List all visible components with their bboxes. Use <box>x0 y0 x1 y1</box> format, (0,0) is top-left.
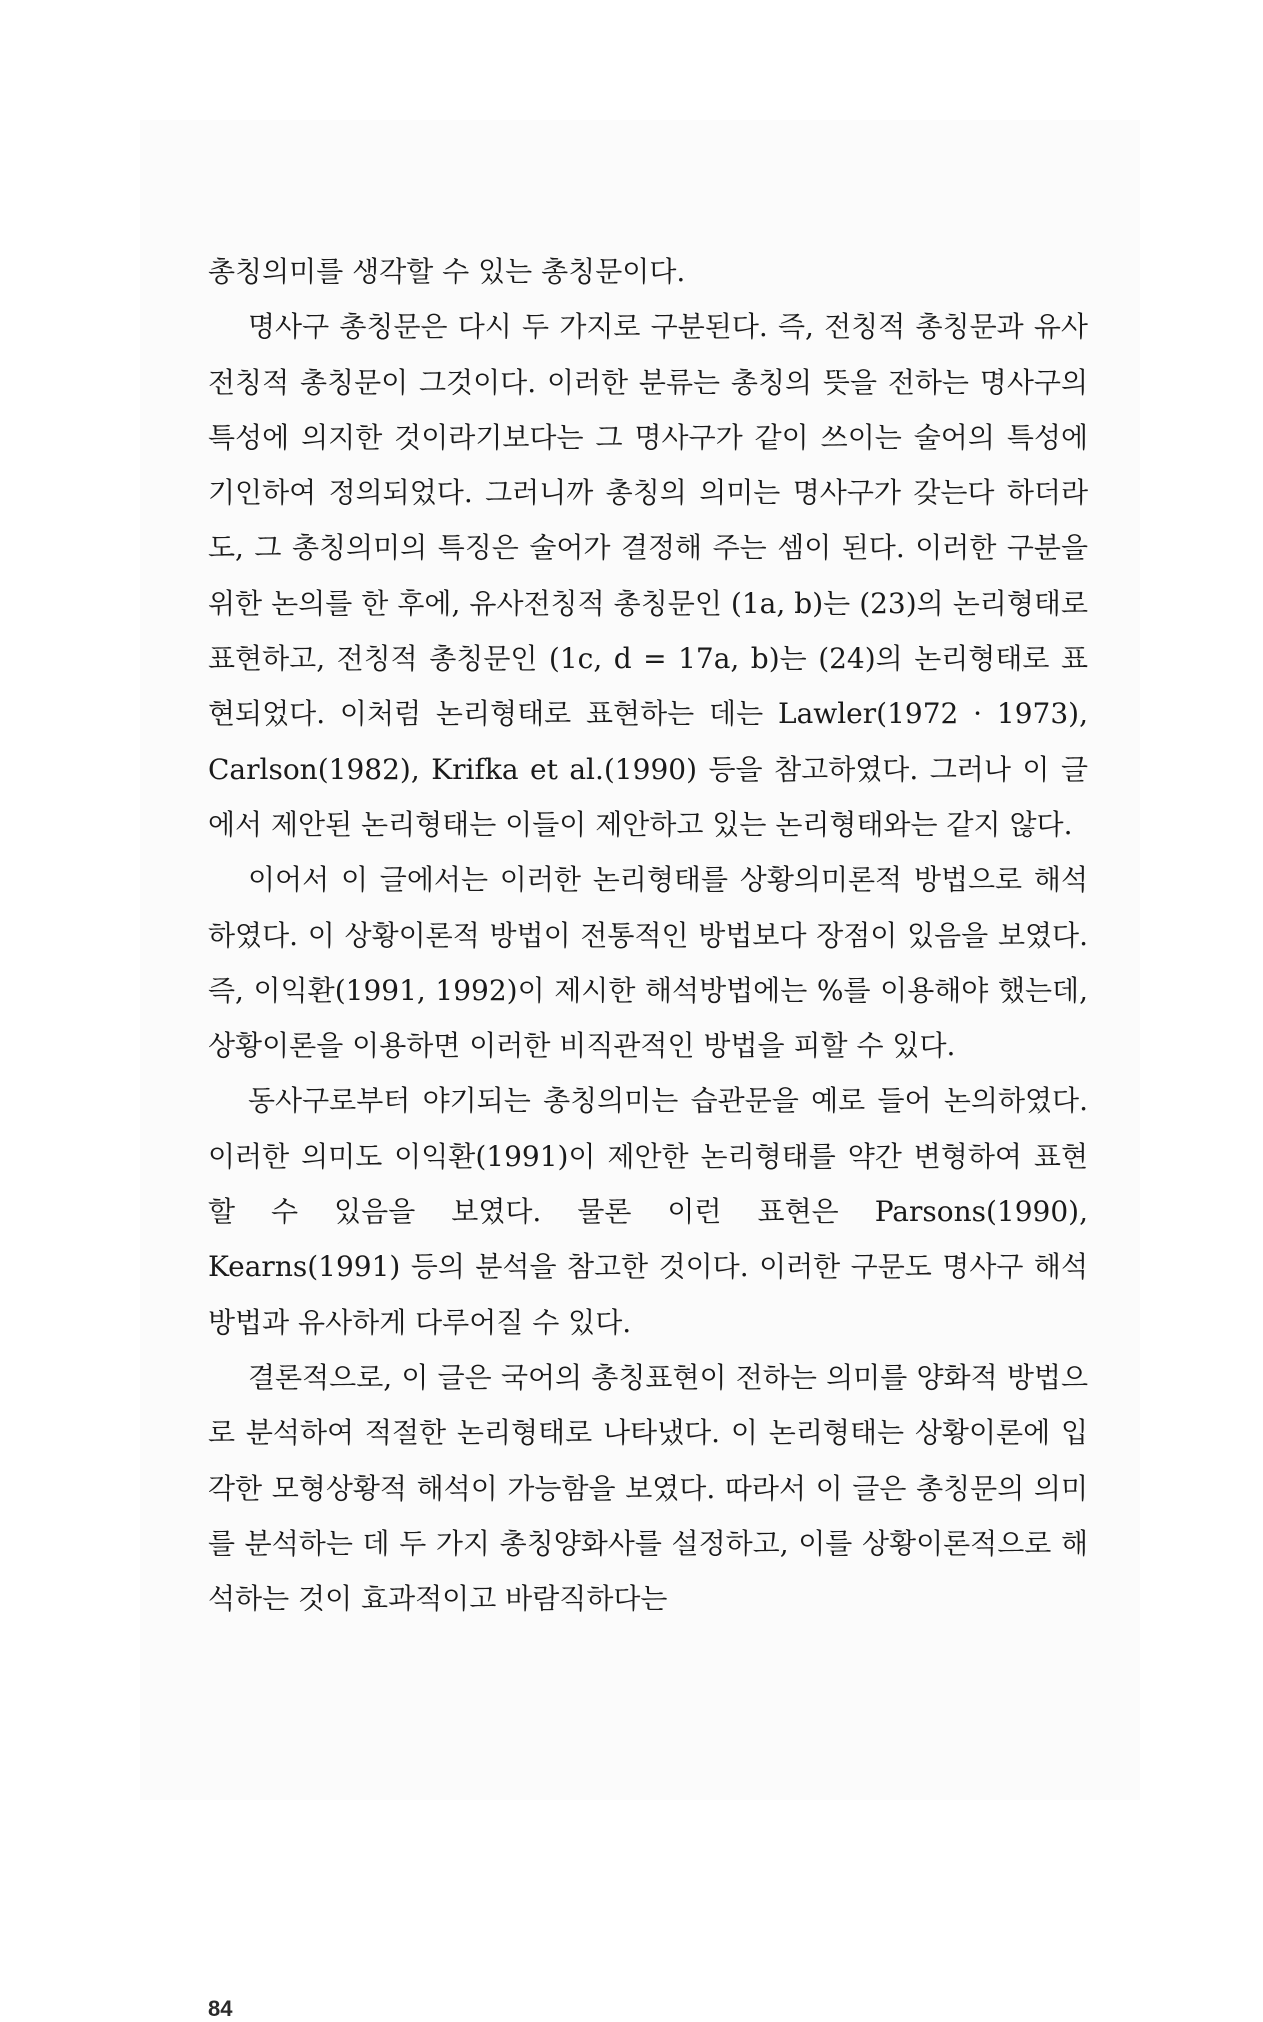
paragraph-4: 동사구로부터 야기되는 총칭의미는 습관문을 예로 들어 논의하였다. 이러한 의미도 이익환(1991)이 제안한 논리형태를 약간 변형하여 표현할 수 있음을 보였다. 물론 이런 표현은 Parsons(1990), Kearns(1991) 등의 분석을 참고한 것이다. 이러한 구문도 명사구 해석방법과 유사하게 다루어질 수 있다. <box>208 1084 1088 1339</box>
body-text <box>208 244 1088 1626</box>
paragraph-5: 결론적으로, 이 글은 국어의 총칭표현이 전하는 의미를 양화적 방법으로 분석하여 적절한 논리형태로 나타냈다. 이 논리형태는 상황이론에 입각한 모형상황적 해석이 가능함을 보였다. 따라서 이 글은 총칭문의 의미를 분석하는 데 두 가지 총칭양화사를 설정하고, 이를 상황이론적으로 해석하는 것이 효과적이고 바람직하다는 <box>208 1360 1088 1616</box>
paragraph-2: 명사구 총칭문은 다시 두 가지로 구분된다. 즉, 전칭적 총칭문과 유사전칭적 총칭문이 그것이다. 이러한 분류는 총칭의 뜻을 전하는 명사구의 특성에 의지한 것이라기보다는 그 명사구가 같이 쓰이는 술어의 특성에 기인하여 정의되었다. 그러니까 총칭의 의미는 명사구가 갖는다 하더라도, 그 총칭의미의 특징은 술어가 결정해 주는 셈이 된다. 이러한 구분을 위한 논의를 한 후에, 유사전칭적 총칭문인 (1a, b)는 (23)의 논리형태로 표현하고, 전칭적 총칭문인 (1c, d = 17a, b)는 (24)의 논리형태로 표현되었다. 이처럼 논리형태로 표현하는 데는 Lawler(1972 · 1973), Carlson(1982), Krifka et al.(1990) 등을 참고하였다. 그러나 이 글에서 제안된 논리형태는 이들이 제안하고 있는 논리형태와는 같지 않다. <box>208 310 1088 841</box>
paragraph-1: 총칭의미를 생각할 수 있는 총칭문이다. <box>208 255 686 288</box>
paragraph-3: 이어서 이 글에서는 이러한 논리형태를 상황의미론적 방법으로 해석하였다. 이 상황이론적 방법이 전통적인 방법보다 장점이 있음을 보였다. 즉, 이익환(1991, 1992)이 제시한 해석방법에는 %를 이용해야 했는데, 상황이론을 이용하면 이러한 비직관적인 방법을 피할 수 있다. <box>208 863 1088 1063</box>
page-number: 84 <box>208 1996 233 2021</box>
